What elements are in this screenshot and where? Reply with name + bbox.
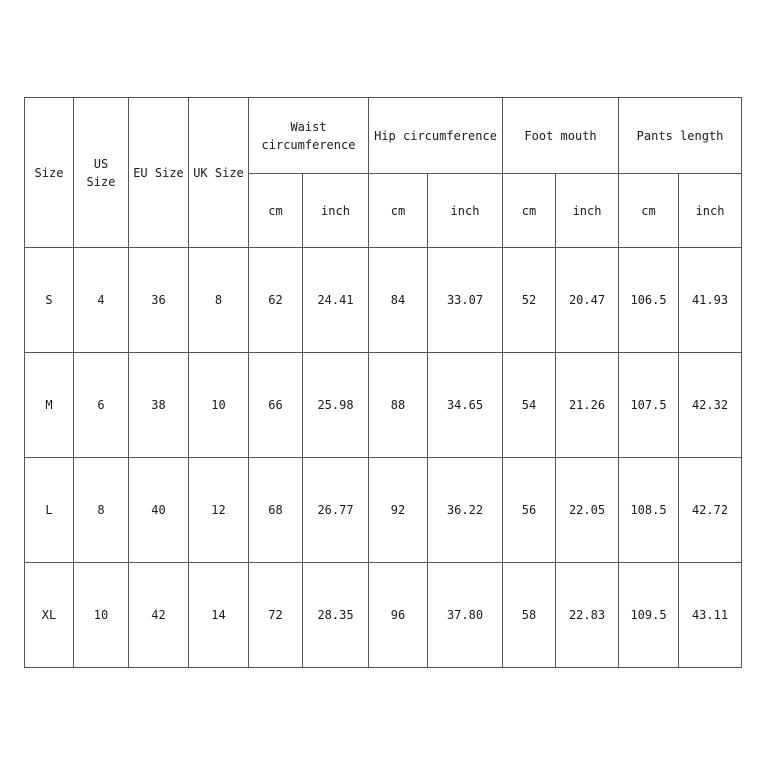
- cell-us: 10: [74, 563, 129, 668]
- header-pants-length: Pants length: [619, 98, 742, 174]
- cell-us: 6: [74, 353, 129, 458]
- table-row: [25, 248, 742, 353]
- header-uk-size: UK Size: [189, 98, 249, 248]
- cell-foot-inch: 20.47: [556, 248, 619, 353]
- cell-length-cm: 106.5: [619, 248, 679, 353]
- cell-hip-inch: 34.65: [428, 353, 503, 458]
- cell-us: 8: [74, 458, 129, 563]
- header-hip: Hip circumference: [369, 98, 503, 174]
- cell-hip-cm: 96: [369, 563, 428, 668]
- cell-uk: 12: [189, 458, 249, 563]
- cell-eu: 38: [129, 353, 189, 458]
- cell-size: XL: [25, 563, 74, 668]
- cell-waist-cm: 62: [249, 248, 303, 353]
- table-row: [25, 458, 742, 563]
- cell-length-cm: 107.5: [619, 353, 679, 458]
- cell-waist-cm: 68: [249, 458, 303, 563]
- size-chart-table: [24, 97, 742, 668]
- cell-foot-cm: 58: [503, 563, 556, 668]
- cell-eu: 36: [129, 248, 189, 353]
- cell-foot-inch: 22.83: [556, 563, 619, 668]
- header-us-size: US Size: [74, 98, 129, 248]
- cell-waist-inch: 28.35: [303, 563, 369, 668]
- cell-foot-inch: 21.26: [556, 353, 619, 458]
- cell-uk: 8: [189, 248, 249, 353]
- table-row: [25, 563, 742, 668]
- cell-size: M: [25, 353, 74, 458]
- cell-waist-cm: 66: [249, 353, 303, 458]
- unit-cm: cm: [369, 174, 428, 248]
- unit-inch: inch: [428, 174, 503, 248]
- cell-length-inch: 42.72: [679, 458, 742, 563]
- header-waist: Waist circumference: [249, 98, 369, 174]
- table-row: [25, 353, 742, 458]
- cell-uk: 10: [189, 353, 249, 458]
- cell-waist-inch: 25.98: [303, 353, 369, 458]
- cell-eu: 40: [129, 458, 189, 563]
- cell-foot-cm: 52: [503, 248, 556, 353]
- header-row: [25, 98, 742, 174]
- cell-length-inch: 43.11: [679, 563, 742, 668]
- cell-hip-cm: 92: [369, 458, 428, 563]
- cell-uk: 14: [189, 563, 249, 668]
- cell-hip-inch: 37.80: [428, 563, 503, 668]
- cell-foot-cm: 54: [503, 353, 556, 458]
- cell-hip-inch: 36.22: [428, 458, 503, 563]
- unit-cm: cm: [503, 174, 556, 248]
- cell-waist-inch: 26.77: [303, 458, 369, 563]
- unit-cm: cm: [619, 174, 679, 248]
- cell-hip-inch: 33.07: [428, 248, 503, 353]
- cell-waist-inch: 24.41: [303, 248, 369, 353]
- cell-eu: 42: [129, 563, 189, 668]
- unit-inch: inch: [679, 174, 742, 248]
- cell-length-cm: 109.5: [619, 563, 679, 668]
- cell-waist-cm: 72: [249, 563, 303, 668]
- cell-length-cm: 108.5: [619, 458, 679, 563]
- unit-inch: inch: [556, 174, 619, 248]
- header-eu-size: EU Size: [129, 98, 189, 248]
- header-foot-mouth: Foot mouth: [503, 98, 619, 174]
- cell-us: 4: [74, 248, 129, 353]
- cell-foot-inch: 22.05: [556, 458, 619, 563]
- cell-length-inch: 42.32: [679, 353, 742, 458]
- header-size: Size: [25, 98, 74, 248]
- cell-size: L: [25, 458, 74, 563]
- cell-size: S: [25, 248, 74, 353]
- cell-hip-cm: 84: [369, 248, 428, 353]
- cell-foot-cm: 56: [503, 458, 556, 563]
- unit-cm: cm: [249, 174, 303, 248]
- cell-length-inch: 41.93: [679, 248, 742, 353]
- unit-inch: inch: [303, 174, 369, 248]
- cell-hip-cm: 88: [369, 353, 428, 458]
